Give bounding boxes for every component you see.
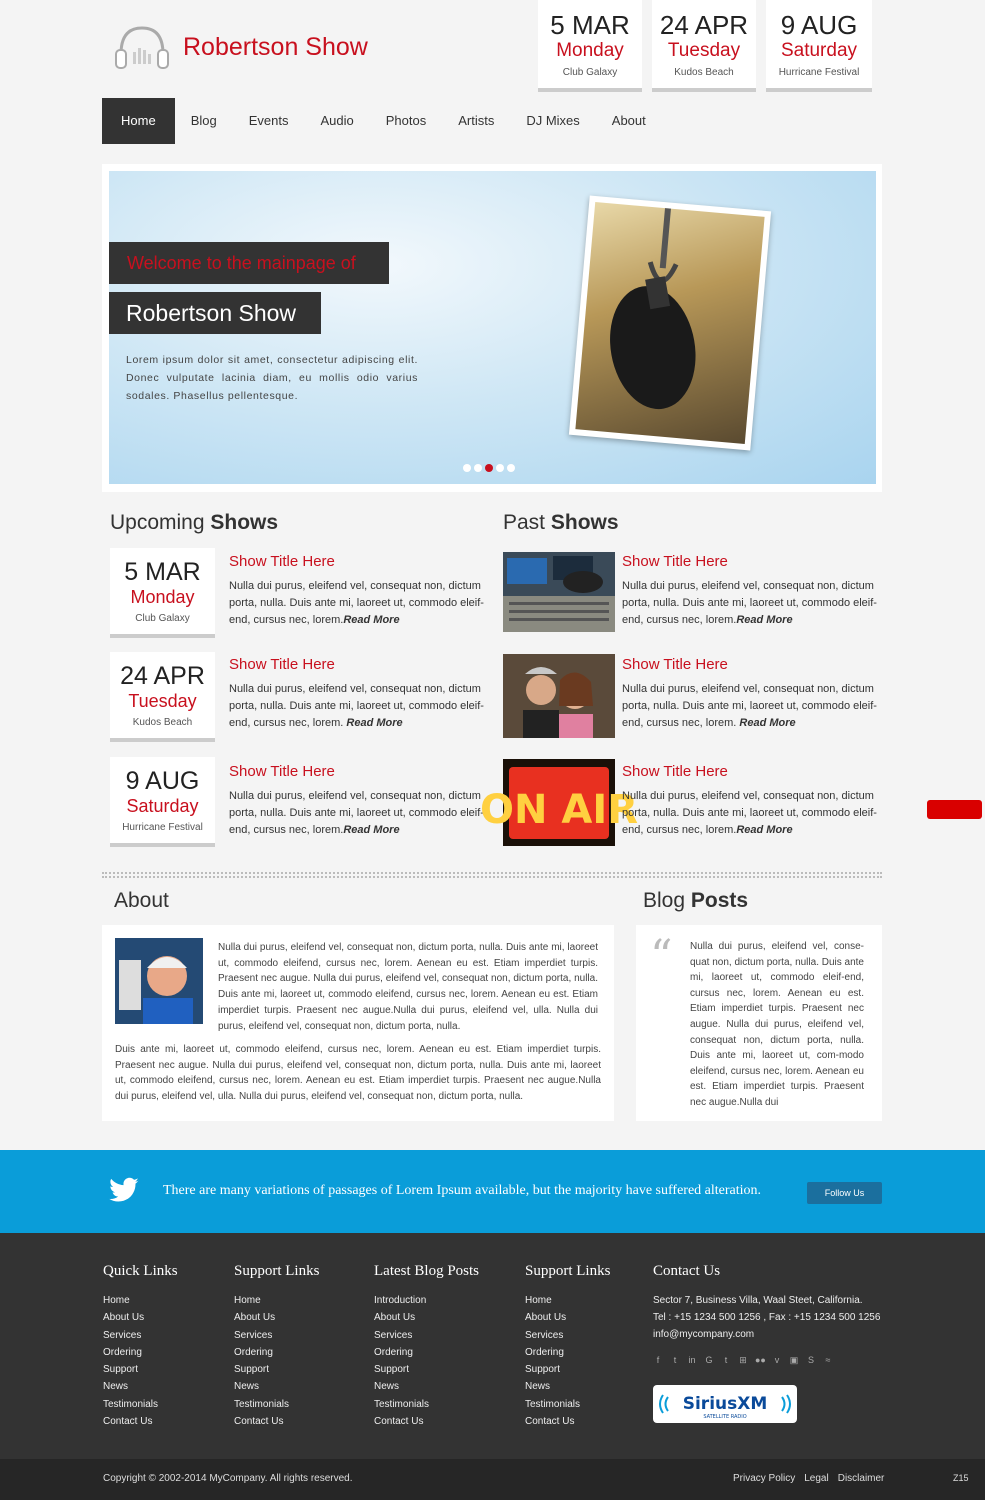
show-title[interactable]: Show Title Here [229,553,335,570]
slider-dot[interactable] [474,464,482,472]
date-venue: Hurricane Festival [778,67,860,78]
date-weekday: Tuesday [128,691,197,711]
vimeo-icon[interactable]: v [774,1355,780,1365]
date-weekday: Tuesday [667,40,741,61]
microphone-photo [569,196,771,451]
past-show [622,763,884,839]
host-portrait [115,938,203,1024]
date-day: 9 AUG [780,10,858,40]
footer-column-title: Contact Us [653,1263,721,1279]
footer-link[interactable]: About Us [103,1312,145,1324]
date-venue: Club Galaxy [562,67,618,78]
copyright: Copyright © 2002-2014 MyCompany. All rights reserved. [103,1473,353,1484]
show-text: Nulla dui purus, eleifend vel, consequat non, dictum porta, nulla. Duis ante mi, laoreet ut, commodo eleif-end, cursus nec, lorem.Read More [229,580,484,626]
show-text: Nulla dui purus, eleifend vel, consequat non, dictum porta, nulla. Duis ante mi, laoreet ut, commodo eleif-end, cursus nec, lorem. Read More [229,683,484,729]
footer-link[interactable]: About Us [525,1312,567,1324]
read-more-link[interactable]: Read More [346,717,403,729]
blog-box [636,925,882,1121]
footer-column-contact [653,1263,880,1423]
read-more-link[interactable]: Read More [739,717,796,729]
siriusxm-logo[interactable] [653,1385,797,1423]
upcoming-date-card[interactable] [110,757,215,847]
sirius-sub: SATELLITE RADIO [703,1414,747,1420]
date-weekday: Saturday [780,40,858,61]
nav-audio[interactable]: Audio [320,113,354,128]
privacy-policy-link[interactable]: Privacy Policy [733,1473,796,1484]
footer-link[interactable]: Introduction [374,1295,427,1306]
footer-link[interactable]: Support [374,1364,410,1376]
footer-column-latest-blog-posts [374,1263,479,1430]
twitter-bar [0,1150,985,1233]
slider-dot[interactable] [507,464,515,472]
disclaimer-link[interactable]: Disclaimer [837,1473,885,1484]
footer-column-quick-links [103,1263,178,1430]
contact-address: Sector 7, Business Villa, Waal Steet, California. [653,1295,863,1306]
footer-link[interactable]: Testimonials [525,1398,581,1410]
about-heading: About [114,889,169,912]
hero-slider [102,164,882,492]
bottom-bar [0,1459,985,1500]
flickr-icon[interactable]: ●● [755,1355,766,1365]
page-number: Z15 [953,1473,969,1483]
about-box [102,925,614,1121]
date-venue: Club Galaxy [135,613,190,624]
heading-light: Blog [643,889,691,912]
show-title[interactable]: Show Title Here [622,553,728,570]
footer-column-title: Support Links [525,1263,611,1279]
read-more-link[interactable]: Read More [343,824,400,836]
read-more-link[interactable]: Read More [736,614,793,626]
past-show [622,553,884,629]
footer [0,1233,985,1459]
rss-icon[interactable]: ≈ [825,1355,831,1365]
studio-mixer-photo[interactable] [503,552,615,632]
social-links [653,1355,880,1365]
footer-link[interactable]: Home [103,1295,130,1306]
show-text: Nulla dui purus, eleifend vel, consequat non, dictum porta, nulla. Duis ante mi, laoreet ut, commodo eleif-end, cursus nec, lorem.Read More [622,790,877,836]
footer-link[interactable]: Testimonials [103,1398,159,1410]
slide-text: Lorem ipsum dolor sit amet, consectetur adipiscing elit. Donec vulputate lacinia diam, eu mollis odio varius sodales. Phasellus pellentesque. [126,354,418,402]
footer-link[interactable]: Ordering [525,1346,564,1358]
footer-link[interactable]: Services [525,1329,564,1341]
upcoming-date-card[interactable] [110,652,215,742]
hosts-photo[interactable] [503,654,615,738]
nav-events[interactable]: Events [248,113,289,128]
slider-dot[interactable] [496,464,504,472]
show-title[interactable]: Show Title Here [622,656,728,673]
upcoming-show [229,553,491,629]
slider-dot[interactable] [463,464,471,472]
footer-link[interactable]: Home [525,1295,552,1306]
blog-posts-heading [643,889,748,913]
windows-icon[interactable]: ⊞ [739,1355,747,1365]
header-date-card[interactable] [538,0,642,92]
logo[interactable] [113,22,368,72]
heading-bold: Posts [690,889,749,912]
on-air-sign-photo[interactable] [479,759,639,846]
footer-link[interactable]: Contact Us [103,1416,153,1428]
footer-link[interactable]: News [103,1381,129,1393]
footer-link[interactable]: Services [234,1329,273,1341]
footer-column-support-links [234,1263,319,1430]
sirius-name: SiriusXM [682,1394,768,1414]
nav-home[interactable]: Home [102,98,175,144]
nav-dj-mixes[interactable]: DJ Mixes [526,113,580,128]
footer-link[interactable]: Ordering [374,1346,413,1358]
youtube-icon[interactable]: ▣ [789,1355,799,1365]
footer-link[interactable]: Support [525,1364,561,1376]
slider-dots [463,464,515,472]
nav-photos[interactable]: Photos [385,113,427,128]
date-day: 5 MAR [124,558,201,586]
nav-artists[interactable]: Artists [458,113,495,128]
legal-link[interactable]: Legal [804,1473,829,1484]
footer-column-title: Latest Blog Posts [374,1263,480,1279]
show-text: Nulla dui purus, eleifend vel, consequat non, dictum porta, nulla. Duis ante mi, laoreet ut, commodo eleif-end, cursus nec, lorem. Read More [622,683,877,729]
footer-link[interactable]: Services [103,1329,142,1341]
date-weekday: Monday [556,40,624,61]
slide [109,171,876,484]
footer-link[interactable]: About Us [374,1312,416,1324]
twitter-bird-icon [108,1177,140,1205]
date-weekday: Saturday [126,796,199,816]
date-venue: Kudos Beach [132,717,193,728]
footer-column-support-links-2 [525,1263,610,1430]
footer-link[interactable]: Contact Us [374,1416,424,1428]
contact-phone: Tel : +15 1234 500 1256 , Fax : +15 1234 500 1256 [653,1312,881,1323]
date-day: 24 APR [659,10,749,40]
about-text: Duis ante mi, laoreet ut, commodo eleifend, cursus nec, lorem. Aenean eu est. Etiam imperdiet turpis. Praesent nec augue. Nulla dui purus, eleifend vel, consequat non, dictum porta, nulla. Duis ante mi, laoreet ut, commodo eleifend, cursus nec, lorem. Aenean eu est. Etiam imperdiet turpis. Praesent nec augue.Nulla dui purus, eleifend vel, ulla. Nulla dui purus, eleifend vel, consequat non, dictum porta, nulla. [115,1044,601,1103]
header-date-card[interactable] [652,0,756,92]
footer-link[interactable]: Testimonials [234,1398,290,1410]
google-icon[interactable]: G [705,1355,713,1365]
linkedin-icon[interactable]: in [688,1355,696,1365]
date-day: 24 APR [120,662,205,690]
footer-link[interactable]: Support [103,1364,139,1376]
heading-light: Past [503,511,551,534]
facebook-icon[interactable]: f [656,1355,660,1365]
past-shows-heading [503,511,619,535]
quote-icon: “ [650,931,673,982]
slide-welcome: Welcome to the mainpage of [109,242,389,284]
contact-email[interactable]: info@mycompany.com [653,1329,755,1340]
upcoming-shows-heading [110,511,278,535]
main-nav [102,98,662,144]
tumblr-icon[interactable]: t [724,1355,728,1365]
footer-column-title: Quick Links [103,1263,178,1279]
footer-link[interactable]: News [525,1381,551,1393]
footer-link[interactable]: Contact Us [234,1416,284,1428]
on-air-label: ON AIR [479,787,639,833]
nav-about[interactable]: About [611,113,646,128]
read-more-link[interactable]: Read More [736,824,793,836]
tweet-text: There are many variations of passages of Lorem Ipsum available, but the majority have suffered alteration. [163,1183,762,1198]
show-text: Nulla dui purus, eleifend vel, consequat non, dictum porta, nulla. Duis ante mi, laoreet ut, commodo eleif-end, cursus nec, lorem.Read More [622,580,877,626]
section-divider [102,872,882,878]
footer-link[interactable]: Ordering [103,1346,142,1358]
footer-link[interactable]: Testimonials [374,1398,430,1410]
date-weekday: Monday [130,587,195,607]
past-show [622,656,884,732]
footer-link[interactable]: Contact Us [525,1416,575,1428]
header-date-cards [538,0,872,92]
heading-bold: Shows [550,511,619,534]
show-text: Nulla dui purus, eleifend vel, consequat non, dictum porta, nulla. Duis ante mi, laoreet ut, commodo eleif-end, cursus nec, lorem.Read More [229,790,484,836]
legal-links [733,1473,884,1484]
upcoming-date-card[interactable] [110,548,215,638]
follow-us-button[interactable]: Follow Us [807,1182,882,1204]
upcoming-show [229,656,491,732]
site-title: Robertson Show [183,32,368,61]
date-day: 5 MAR [550,10,630,40]
footer-link[interactable]: News [374,1381,400,1393]
twitter-icon[interactable]: t [673,1355,677,1365]
slide-title: Robertson Show [109,292,321,334]
upcoming-show [229,763,491,839]
footer-link[interactable]: News [234,1381,260,1393]
about-text: Nulla dui purus, eleifend vel, consequat non, dictum porta, nulla. Duis ante mi, laoreet ut, commodo eleifend, cursus nec, lorem. Aenean eu est. Etiam imperdiet turpis. Praesent nec augue. Nulla dui purus, eleifend vel, consequat non, dictum porta, nulla. Duis ante mi, laoreet ut, commodo eleifend, cursus nec, lorem. Aenean eu est. Etiam imperdiet turpis. Praesent nec augue.Nulla dui purus, eleifend vel, ulla. Nulla dui purus, eleifend vel, consequat non, dictum porta, nulla. [218,942,598,1032]
heading-bold: Shows [210,511,279,534]
footer-link[interactable]: Home [234,1295,261,1306]
slider-dot-active[interactable] [485,464,493,472]
side-feedback-tab[interactable] [927,800,982,819]
heading-light: Upcoming [110,511,211,534]
show-title[interactable]: Show Title Here [622,763,728,780]
skype-icon[interactable]: S [807,1355,814,1365]
date-venue: Kudos Beach [674,67,734,78]
show-title[interactable]: Show Title Here [229,656,335,673]
footer-column-title: Support Links [234,1263,320,1279]
footer-link[interactable]: About Us [234,1312,276,1324]
date-day: 9 AUG [125,767,200,795]
footer-link[interactable]: Services [374,1329,413,1341]
show-title[interactable]: Show Title Here [229,763,335,780]
footer-link[interactable]: Support [234,1364,270,1376]
nav-blog[interactable]: Blog [190,113,217,128]
blog-text: Nulla dui purus, eleifend vel, conse-quat non, dictum porta, nulla. Duis ante mi, laoreet ut, commodo eleif-end, cursus nec, lorem. Aenean eu est. Etiam imperdiet turpis. Praesent nec augue. Nulla dui purus, eleifend vel, consequat non, dictum porta, nulla. Duis ante mi, laoreet ut, com-modo eleifend, cursus nec, lorem. Aenean eu est. Etiam imperdiet turpis. Praesent nec augue.Nulla dui [690,941,864,1108]
header-date-card[interactable] [766,0,872,92]
read-more-link[interactable]: Read More [343,614,400,626]
date-venue: Hurricane Festival [122,822,203,833]
footer-link[interactable]: Ordering [234,1346,273,1358]
headphones-icon [113,22,171,72]
